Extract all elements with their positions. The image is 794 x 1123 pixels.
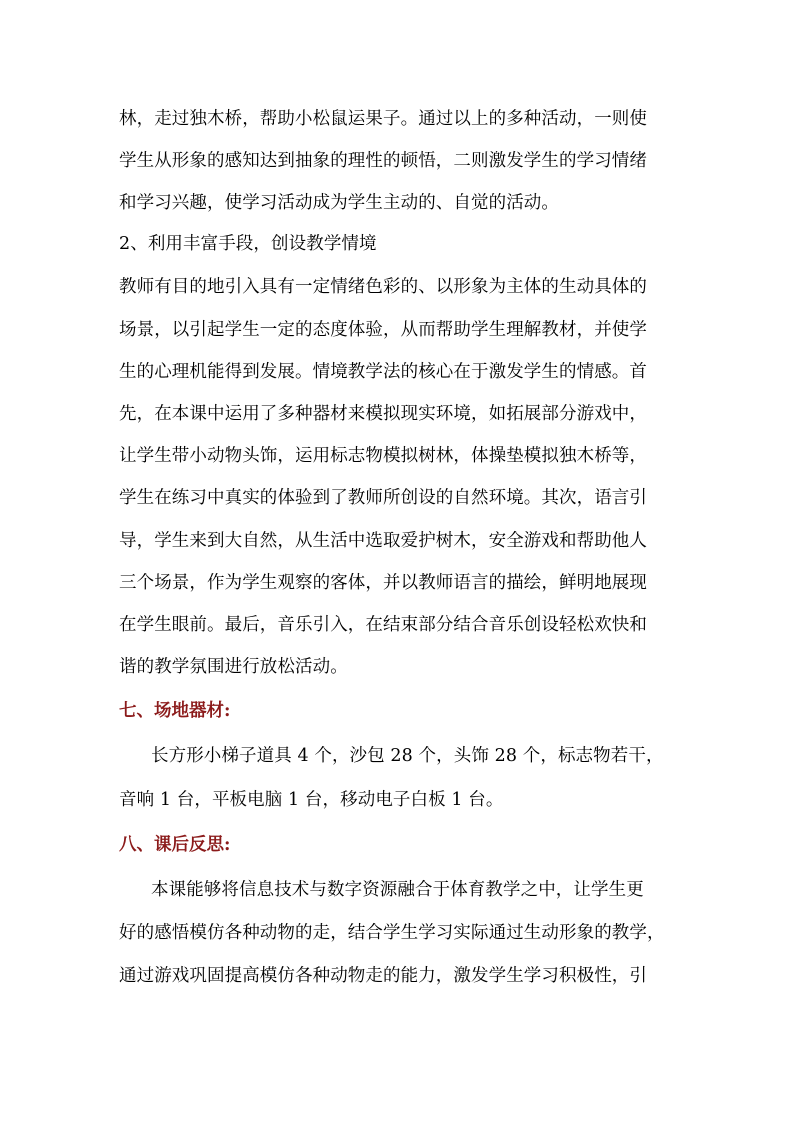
paragraph-line: 学生从形象的感知达到抽象的理性的顿悟，二则激发学生的学习情绪 bbox=[119, 151, 647, 171]
section-heading-7: 七、场地器材: bbox=[119, 701, 231, 721]
section-8-line: 本课能够将信息技术与数字资源融合于体育教学之中，让学生更 bbox=[151, 880, 644, 900]
paragraph-line: 在学生眼前。最后，音乐引入，在结束部分结合音乐创设轻松欢快和 bbox=[119, 615, 647, 635]
section-8-line: 通过游戏巩固提高模仿各种动物走的能力，激发学生学习积极性，引 bbox=[119, 966, 647, 986]
section-7-line: 长方形小梯子道具 4 个，沙包 28 个，头饰 28 个，标志物若干， bbox=[151, 746, 664, 766]
paragraph-line: 三个场景，作为学生观察的客体，并以教师语言的描绘，鲜明地展现 bbox=[119, 573, 647, 593]
section-7-line: 音响 1 台，平板电脑 1 台，移动电子白板 1 台。 bbox=[119, 790, 504, 810]
paragraph-line: 谐的教学氛围进行放松活动。 bbox=[119, 657, 348, 677]
paragraph-line: 场景，以引起学生一定的态度体验，从而帮助学生理解教材，并使学 bbox=[119, 320, 647, 340]
paragraph-line: 导，学生来到大自然，从生活中选取爱护树木，安全游戏和帮助他人 bbox=[119, 531, 647, 551]
paragraph-line: 林，走过独木桥，帮助小松鼠运果子。通过以上的多种活动，一则使 bbox=[119, 109, 647, 129]
subheading-2: 2、利用丰富手段，创设教学情境 bbox=[119, 234, 377, 254]
paragraph-line: 和学习兴趣，使学习活动成为学生主动的、自觉的活动。 bbox=[119, 193, 559, 213]
paragraph-line: 教师有目的地引入具有一定情绪色彩的、以形象为主体的生动具体的 bbox=[119, 277, 647, 297]
section-8-line: 好的感悟模仿各种动物的走，结合学生学习实际通过生动形象的教学， bbox=[119, 923, 665, 943]
paragraph-line: 先，在本课中运用了多种器材来模拟现实环境，如拓展部分游戏中， bbox=[119, 404, 647, 424]
paragraph-line: 让学生带小动物头饰，运用标志物模拟树林，体操垫模拟独木桥等， bbox=[119, 446, 647, 466]
paragraph-line: 学生在练习中真实的体验到了教师所创设的自然环境。其次，语言引 bbox=[119, 488, 647, 508]
paragraph-line: 生的心理机能得到发展。情境教学法的核心在于激发学生的情感。首 bbox=[119, 362, 647, 382]
section-heading-8: 八、课后反思: bbox=[119, 835, 231, 855]
